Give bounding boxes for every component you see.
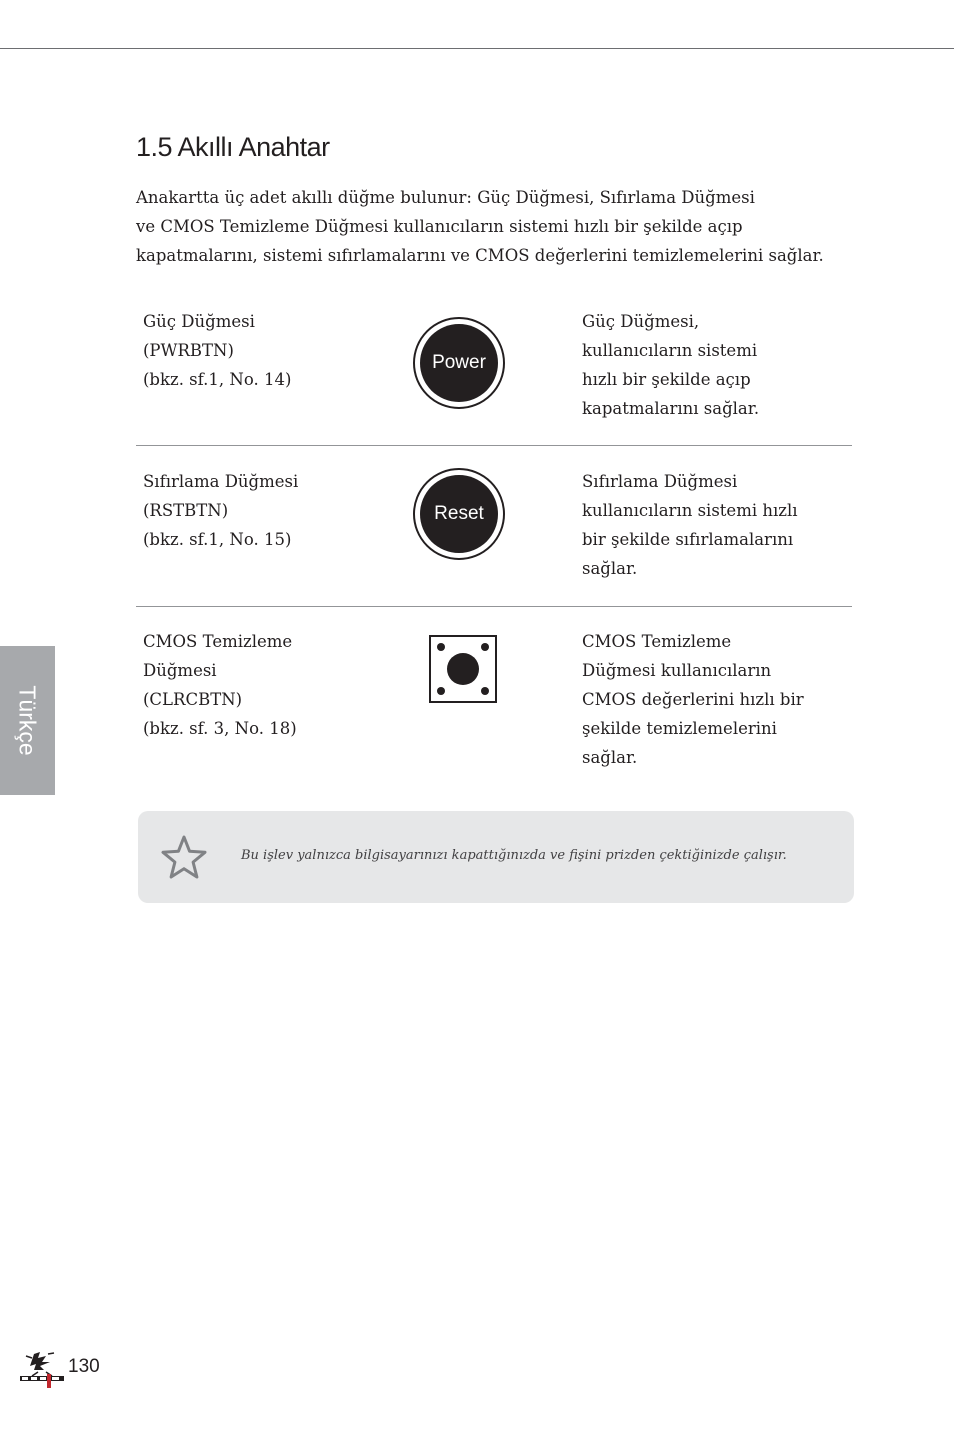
section-title: 1.5 Akıllı Anahtar (136, 132, 330, 162)
note-text: Bu işlev yalnızca bilgisayarınızı kapattığınızda ve fişini prizden çektiğinizde çalışır. (241, 848, 787, 863)
star-icon (160, 834, 208, 880)
page-number: 130 (68, 1356, 100, 1377)
brand-logo-icon (18, 1350, 66, 1392)
power-button-label (143, 307, 291, 394)
description-line: şekilde temizlemelerini (582, 719, 777, 738)
description-line: hızlı bir şekilde açıp (582, 370, 751, 389)
row-divider (136, 445, 852, 446)
intro-line: Anakartta üç adet akıllı düğme bulunur: Güç Düğmesi, Sıfırlama Düğmesi (136, 188, 755, 207)
clear-cmos-button-label (143, 627, 297, 743)
header-rule (0, 48, 954, 49)
clear-cmos-button-description (582, 627, 804, 772)
description-line: kullanıcıların sistemi (582, 341, 758, 360)
clear-cmos-switch-icon (429, 635, 497, 707)
label-line: CMOS Temizleme (143, 632, 293, 651)
label-line: Güç Düğmesi (143, 312, 255, 331)
reset-button-label (143, 467, 298, 554)
power-button-icon (413, 317, 505, 409)
note-box (138, 811, 854, 903)
intro-paragraph (136, 183, 836, 270)
description-line: Sıfırlama Düğmesi (582, 472, 738, 491)
label-line: (bkz. sf. 3, No. 18) (143, 719, 297, 738)
description-line: CMOS Temizleme (582, 632, 732, 651)
reset-button-description (582, 467, 798, 583)
description-line: Düğmesi kullanıcıların (582, 661, 772, 680)
label-line: (PWRBTN) (143, 341, 234, 360)
description-line: sağlar. (582, 748, 638, 767)
label-line: Düğmesi (143, 661, 217, 680)
intro-line: kapatmalarını, sistemi sıfırlamalarını ve CMOS değerlerini temizlemelerini sağlar. (136, 246, 824, 265)
row-divider (136, 606, 852, 607)
power-button-description (582, 307, 759, 423)
label-line: (bkz. sf.1, No. 15) (143, 530, 292, 549)
power-button-ring (413, 317, 505, 409)
power-button-face: Power (420, 324, 498, 402)
reset-button-face: Reset (420, 475, 498, 553)
reset-button-ring (413, 468, 505, 560)
label-line: (CLRCBTN) (143, 690, 243, 709)
description-line: sağlar. (582, 559, 638, 578)
label-line: Sıfırlama Düğmesi (143, 472, 299, 491)
language-tab (0, 646, 55, 795)
reset-button-icon (413, 468, 505, 560)
description-line: kapatmalarını sağlar. (582, 399, 760, 418)
intro-line: ve CMOS Temizleme Düğmesi kullanıcıların sistemi hızlı bir şekilde açıp (136, 217, 743, 236)
description-line: kullanıcıların sistemi hızlı (582, 501, 798, 520)
description-line: bir şekilde sıfırlamalarını (582, 530, 794, 549)
language-tab-label: Türkçe (15, 685, 42, 756)
label-line: (bkz. sf.1, No. 14) (143, 370, 292, 389)
label-line: (RSTBTN) (143, 501, 229, 520)
description-line: CMOS değerlerini hızlı bir (582, 690, 804, 709)
description-line: Güç Düğmesi, (582, 312, 700, 331)
